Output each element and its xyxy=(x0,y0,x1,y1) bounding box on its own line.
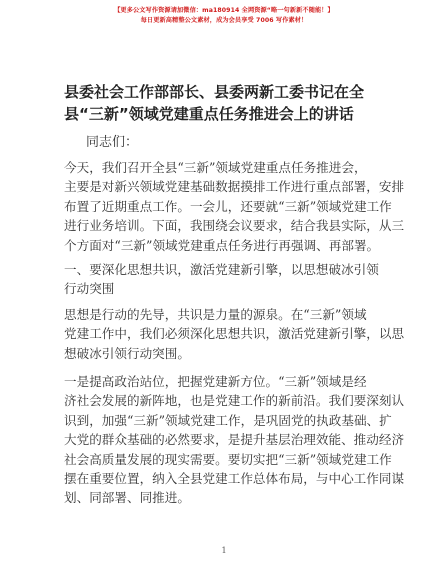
text-line: 社会高质量发展的现实需要。要切实把“三新”领域党建工作 xyxy=(64,451,392,467)
text-line: 行动突围 xyxy=(64,281,115,297)
text-line: 想破冰引领行动突围。 xyxy=(64,345,190,361)
title-line-1: 县委社会工作部部长、县委两新工委书记在全 xyxy=(64,83,365,101)
text-line: 思想是行动的先导，共识是力量的源泉。在“三新”领域 xyxy=(64,307,367,322)
paragraph-thought xyxy=(64,305,405,363)
promo-banner-line-2: 每日更新高精整公文素材，成为会员享受 7006 写作素材！ xyxy=(140,17,308,24)
text-line: 个方面对“三新”领域党建重点任务进行再强调、再部署。 xyxy=(64,237,380,253)
promo-banner-line-1: 【更多公文写作资源请加微信：ma180914 全网资源“略一句新新不随能！】 xyxy=(114,7,334,14)
title-line-2: 县“三新”领域党建重点任务推进会上的讲话 xyxy=(64,105,354,123)
promo-banner xyxy=(0,6,448,26)
salutation: 同志们： xyxy=(86,135,139,150)
document-title xyxy=(64,81,394,125)
paragraph-intro xyxy=(64,158,405,255)
text-line: 大党的群众基础的必然要求，是提升基层治理效能、推动经济 xyxy=(64,432,405,448)
page-number: 1 xyxy=(221,546,227,555)
text-line: 一、要深化思想共识，激活党建新引擎，以思想破冰引领 xyxy=(64,262,379,277)
text-line: 今天，我们召开全县“三新”领域党建重点任务推进会， xyxy=(64,160,367,175)
section-heading-1 xyxy=(64,260,394,299)
text-line: 济社会发展的新阵地，也是党建工作的新前沿。我们要深刻认 xyxy=(64,393,405,409)
text-line: 摆在重要位置，纳入全县党建工作总体布局，与中心工作同谋 xyxy=(64,471,405,487)
text-line: 进行业务培训。下面，我围绕会议要求，结合我县实际，从三 xyxy=(64,218,405,234)
text-line: 划、同部署、同推进。 xyxy=(64,490,190,506)
paragraph-political-stance xyxy=(64,372,405,508)
text-line: 一是提高政治站位，把握党建新方位。“三新”领域是经 xyxy=(64,374,367,389)
text-line: 布置了近期重点工作。一会儿，还要就“三新”领域党建工作 xyxy=(64,198,392,214)
text-line: 主要是对新兴领域党建基础数据摸排工作进行重点部署，安排 xyxy=(64,179,405,195)
text-line: 识到，加强“三新”领域党建工作，是巩固党的执政基础、扩 xyxy=(64,412,392,428)
text-line: 党建工作中，我们必须深化思想共识，激活党建新引擎，以思 xyxy=(64,326,405,342)
